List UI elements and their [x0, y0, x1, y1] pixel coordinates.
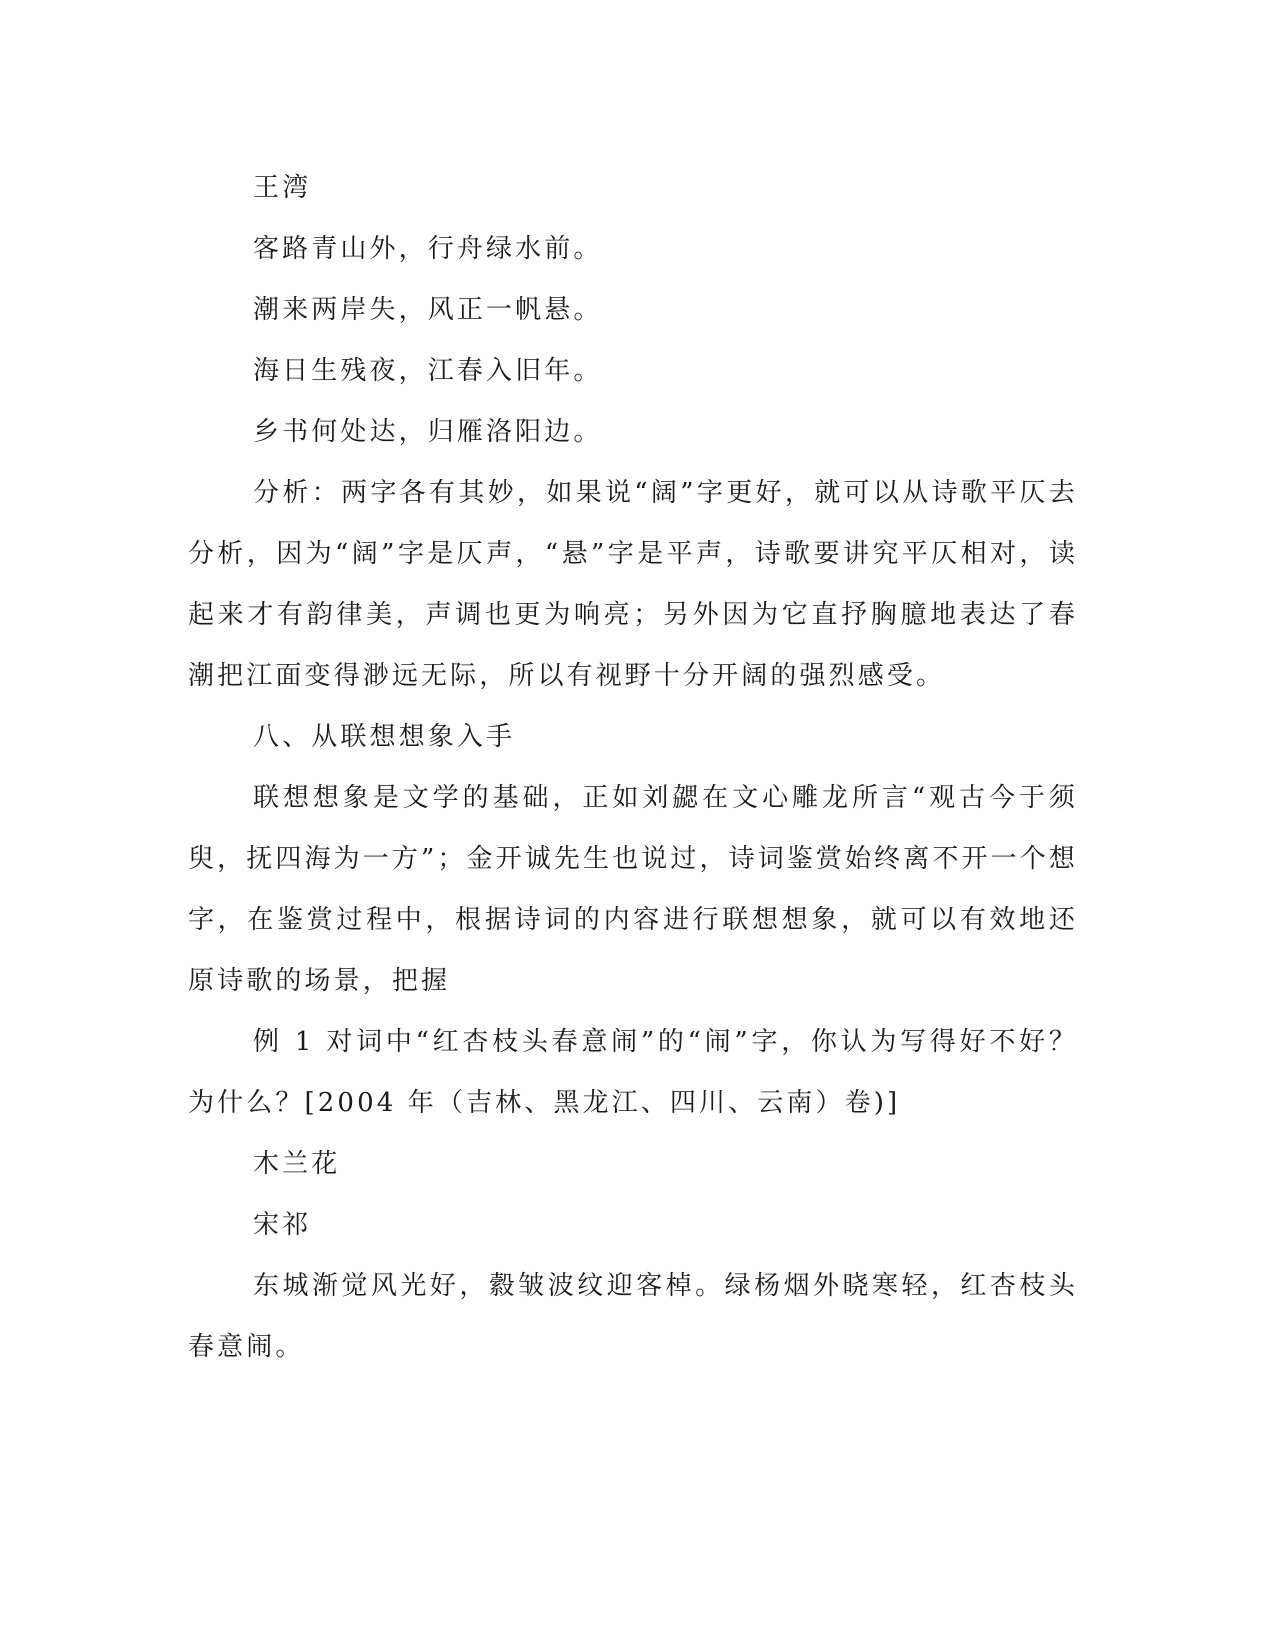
example-question: 例 1 对词中“红杏枝头春意闹”的“闹”字，你认为写得好不好？为什么？[2004 年（吉林、黑龙江、四川、云南）卷)]	[188, 1027, 1078, 1118]
poem-line-2: 潮来两岸失，风正一帆悬。	[253, 295, 603, 325]
ci-title: 木兰花	[253, 1149, 341, 1179]
poem-author: 王湾	[253, 173, 312, 203]
ci-author: 宋祁	[253, 1210, 312, 1240]
document-body	[188, 158, 1078, 1378]
analysis-paragraph: 分析：两字各有其妙，如果说“阔”字更好，就可以从诗歌平仄去分析，因为“阔”字是仄声，“悬”字是平声，诗歌要讲究平仄相对，读起来才有韵律美，声调也更为响亮；另外因为它直抒胸臆地表达了春潮把江面变得渺远无际，所以有视野十分开阔的强烈感受。	[188, 478, 1078, 691]
poem-line-4: 乡书何处达，归雁洛阳边。	[253, 417, 603, 447]
poem-line-3: 海日生残夜，江春入旧年。	[253, 356, 603, 386]
poem-line-1: 客路青山外，行舟绿水前。	[253, 234, 603, 264]
section-intro-paragraph: 联想想象是文学的基础，正如刘勰在文心雕龙所言“观古今于须臾，抚四海为一方”；金开诚先生也说过，诗词鉴赏始终离不开一个想字，在鉴赏过程中，根据诗词的内容进行联想想象，就可以有效地还原诗歌的场景，把握	[188, 783, 1079, 996]
ci-text: 东城渐觉风光好，縠皱波纹迎客棹。绿杨烟外晓寒轻，红杏枝头春意闹。	[188, 1271, 1078, 1362]
section-heading: 八、从联想想象入手	[253, 722, 516, 752]
